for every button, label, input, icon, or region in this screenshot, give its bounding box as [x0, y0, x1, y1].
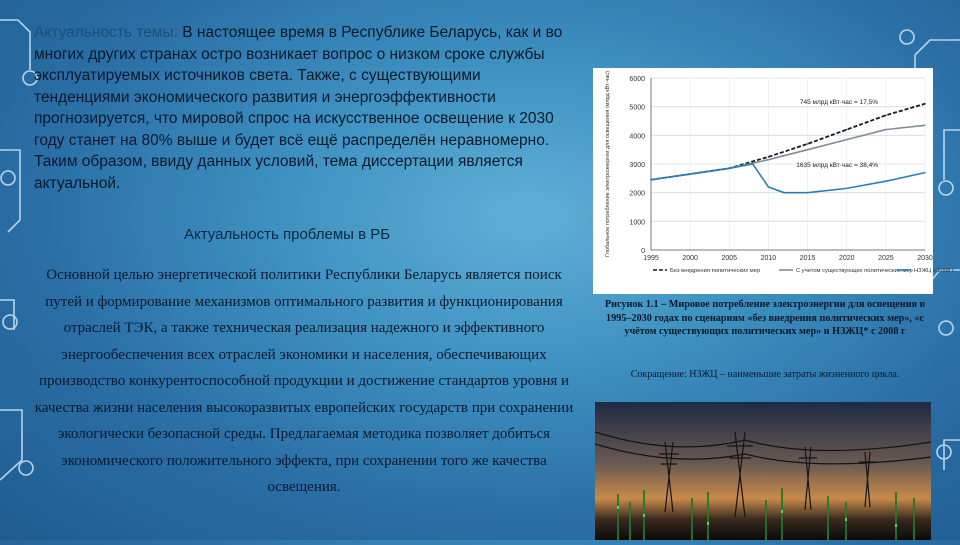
series-line	[651, 104, 925, 180]
data-point	[885, 129, 886, 130]
chart-card	[593, 68, 955, 294]
data-point	[689, 173, 690, 174]
electricity-chart	[593, 68, 955, 294]
data-point	[885, 181, 886, 182]
figure-caption: Рисунок 1.1 – Мировое потребление электроэнергии для освещения в 1995–2030 годах по сценариям «без внедрения политических мер», «с учётом существующих политических мер» и НЗЖЦ* с 2008 г	[604, 299, 926, 337]
y-tick-label: 2000	[629, 190, 645, 198]
series-line	[651, 125, 925, 179]
sub-heading: Актуальность проблемы в РБ	[184, 226, 391, 243]
data-point	[924, 125, 925, 126]
data-point	[885, 115, 886, 116]
data-point	[752, 163, 753, 164]
x-tick-label: 2015	[799, 255, 816, 262]
y-tick-label: 5000	[629, 104, 645, 112]
relevance-text	[34, 22, 574, 194]
y-tick-label: 4000	[629, 133, 645, 141]
x-tick-label: 2010	[760, 255, 777, 262]
y-tick-label: 3000	[629, 162, 645, 169]
x-tick-label: 2020	[838, 255, 855, 262]
data-point	[768, 186, 769, 187]
chart-annotation: 745 млрд кВт·час = 17,5%	[799, 98, 879, 106]
x-tick-label: 2025	[878, 255, 894, 262]
x-tick-label: 1995	[643, 255, 659, 262]
x-tick-label: 2030	[917, 255, 933, 262]
series-line	[651, 161, 925, 193]
policy-paragraph: Основной целью энергетической политики Республики Беларусь является поиск путей и формирование механизмов оптимального развития и функционирования отраслей ТЭК, а также техническая реализация надежного и эффективного энергообеспечения всех отраслей экономики и населения, обеспечивающих производство конкурентоспособной продукции и достижение стандартов уровня и качества жизни населения высокоразвитых европейских государств при сохранении экологически безопасной среды. Предлагаемая методика позволяет добиться экономического положительного эффекта, при сохранении того же качества освещения.	[34, 267, 574, 495]
y-tick-label: 6000	[629, 76, 645, 83]
x-tick-label: 2000	[682, 255, 698, 262]
chart-annotation: 1635 млрд кВт·час = 38,4%	[796, 161, 879, 169]
data-point	[807, 143, 808, 144]
data-point	[846, 129, 847, 130]
data-point	[924, 103, 925, 104]
data-point	[768, 156, 769, 157]
power-lines-photo	[595, 402, 931, 540]
relevance-lead: Актуальность темы:	[34, 24, 178, 41]
legend-label: НЗЖЦ с 2008 г.	[914, 268, 955, 274]
data-point	[650, 179, 651, 180]
abbreviation-note: Сокращение: НЗЖЦ – наименьшие затраты жизненного цикла.	[630, 369, 900, 380]
x-tick-label: 2005	[721, 255, 738, 262]
y-tick-label: 0	[641, 248, 645, 255]
y-tick-label: 1000	[629, 219, 645, 227]
data-point	[924, 172, 925, 173]
data-point	[729, 168, 730, 169]
y-axis-label: Глобальное потребление электроэнергии для освещения (млрд кВт·час)	[605, 71, 611, 257]
data-point	[768, 159, 769, 160]
data-point	[783, 192, 784, 193]
data-point	[807, 192, 808, 193]
legend-label: Без внедрения политических мер	[670, 268, 761, 274]
data-point	[846, 139, 847, 140]
data-point	[846, 188, 847, 189]
data-point	[807, 149, 808, 150]
relevance-paragraph: В настоящее время в Республике Беларусь, как и во многих других странах остро возникает вопрос о низком сроке службы эксплуатируемых источников света. Также, с существующими тенденциями экономического развития и энергоэффективности прогнозируется, что мировой спрос на искусственное освещение к 2030 году станет на 80% выше и будет всё ещё распределён неравномерно. Таким образом, ввиду данных условий, тема диссертации является актуальной.	[34, 24, 563, 192]
legend-label: С учетом существующих политических мер	[796, 268, 913, 274]
